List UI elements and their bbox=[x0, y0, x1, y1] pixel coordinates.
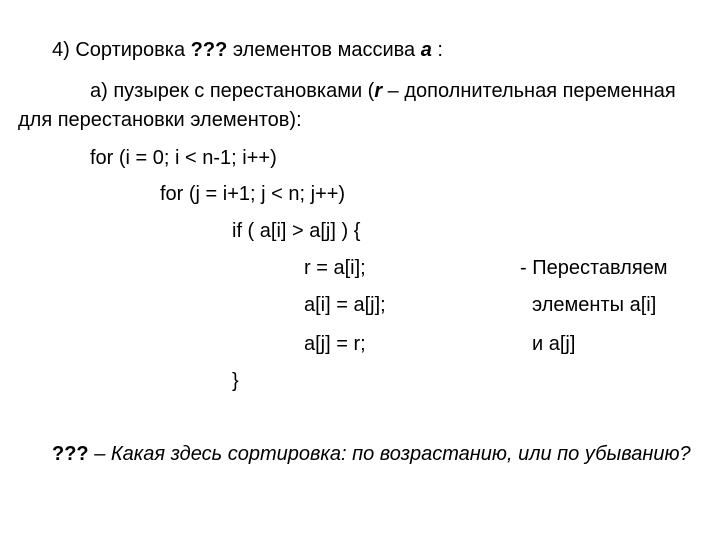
comment-line-3: и a[j] bbox=[532, 333, 576, 355]
code-closing-brace: } bbox=[232, 370, 239, 392]
code-inner-loop: for (j = i+1; j < n; j++) bbox=[160, 183, 346, 205]
question-marks: ??? bbox=[52, 443, 89, 465]
heading-question-marks: ??? bbox=[190, 39, 228, 61]
comment-line-2: элементы a[i] bbox=[532, 294, 657, 316]
array-name: a bbox=[420, 39, 432, 61]
subheading bbox=[18, 77, 680, 135]
heading-middle: элементов массива bbox=[227, 39, 421, 61]
heading-suffix: : bbox=[431, 39, 443, 61]
subheading-suffix: – дополнительная переменная для перестановки элементов): bbox=[18, 80, 676, 131]
code-assign-2: a[i] = a[j]; bbox=[304, 294, 386, 316]
code-assign-3: a[j] = r; bbox=[304, 333, 366, 355]
subheading-prefix: а) пузырек с перестановками ( bbox=[90, 80, 375, 102]
question-text: – Какая здесь сортировка: по возрастанию, или по убыванию? bbox=[88, 443, 691, 465]
heading-prefix: 4) Сортировка bbox=[52, 39, 191, 61]
question bbox=[18, 440, 698, 469]
temp-variable-name: r bbox=[374, 80, 383, 102]
code-condition: if ( a[i] > a[j] ) { bbox=[232, 220, 361, 242]
comment-line-1: - Переставляем bbox=[520, 257, 668, 279]
code-assign-1: r = a[i]; bbox=[304, 257, 366, 279]
code-outer-loop: for (i = 0; i < n-1; i++) bbox=[90, 147, 277, 169]
section-heading bbox=[52, 38, 443, 62]
